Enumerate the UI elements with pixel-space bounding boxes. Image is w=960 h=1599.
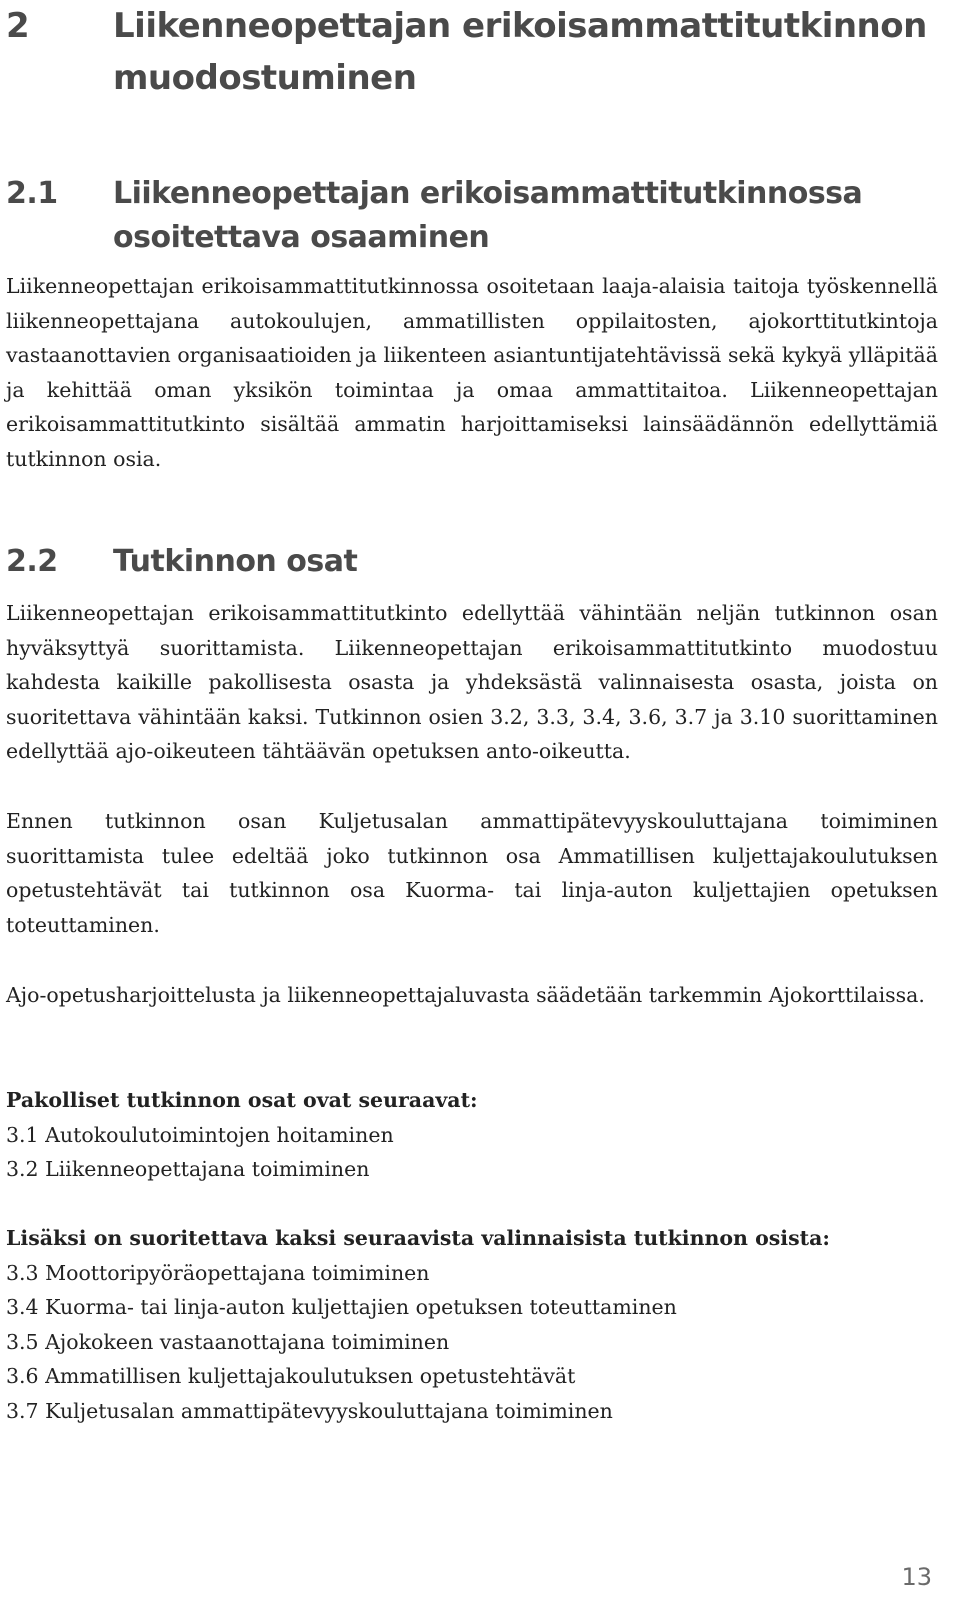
section-2-1-heading xyxy=(0,172,960,262)
optional-parts-title: Lisäksi on suoritettava kaksi seuraavista valinnaisista tutkinnon osista: xyxy=(6,1226,830,1250)
list-item: 3.6 Ammatillisen kuljettajakoulutuksen opetustehtävät xyxy=(6,1364,576,1388)
optional-parts-list xyxy=(6,1221,938,1428)
list-item: 3.2 Liikenneopettajana toimiminen xyxy=(6,1157,370,1181)
section-2-2-paragraph-2: Ennen tutkinnon osan Kuljetusalan ammattipätevyyskouluttajana toimiminen suorittamista tulee edeltää joko tutkinnon osa Ammatillisen kuljettajakoulutuksen opetustehtävät tai tutkinnon osa Kuorma- tai linja-auton kuljettajien opetuksen toteuttaminen. xyxy=(6,809,938,937)
list-item: 3.4 Kuorma- tai linja-auton kuljettajien opetuksen toteuttaminen xyxy=(6,1295,677,1319)
section-2-2-paragraph-1: Liikenneopettajan erikoisammattitutkinto edellyttää vähintään neljän tutkinnon osan hyväksyttyä suorittamista. Liikenneopettajan erikoisammattitutkinto muodostuu kahdesta kaikille pakollisesta osasta ja yhdeksästä valinnaisesta osasta, joista on suoritettava vähintään kaksi. Tutkinnon osien 3.2, 3.3, 3.4, 3.6, 3.7 ja 3.10 suorittaminen edellyttää ajo-oikeuteen tähtäävän opetuksen anto-oikeutta. xyxy=(6,601,938,763)
mandatory-parts-list xyxy=(6,1083,938,1187)
list-item: 3.1 Autokoulutoimintojen hoitaminen xyxy=(6,1122,394,1147)
list-item: 3.3 Moottoripyöräopettajana toimiminen xyxy=(6,1260,430,1285)
section-2-2-paragraph-3: Ajo-opetusharjoittelusta ja liikenneopettajaluvasta säädetään tarkemmin Ajokorttilaissa. xyxy=(6,983,925,1007)
mandatory-parts-title: Pakolliset tutkinnon osat ovat seuraavat: xyxy=(6,1088,478,1112)
chapter-heading xyxy=(0,0,960,110)
section-2-1-title: Liikenneopettajan erikoisammattitutkinnossa osoitettava osaaminen xyxy=(113,176,863,255)
chapter-title: Liikenneopettajan erikoisammattitutkinnon muodostuminen xyxy=(113,6,927,98)
page-number: 13 xyxy=(901,1563,932,1591)
list-item: 3.5 Ajokokeen vastaanottajana toimiminen xyxy=(6,1329,450,1354)
section-2-2-title: Tutkinnon osat xyxy=(113,544,358,579)
section-2-2-heading xyxy=(0,540,960,584)
section-2-1-paragraph: Liikenneopettajan erikoisammattitutkinnossa osoitetaan laaja-alaisia taitoja työskennellä liikenneopettajana autokoulujen, ammatillisten oppilaitosten, ajokorttitutkintoja vastaanottavien organisaatioiden ja liikenteen asiantuntijatehtävissä sekä kykyä ylläpitää ja kehittää oman yksikön toimintaa ja omaa ammattitaitoa. Liikenneopettajan erikoisammattitutkinto sisältää ammatin harjoittamiseksi lainsäädännön edellyttämiä tutkinnon osia. xyxy=(6,274,938,471)
list-item: 3.7 Kuljetusalan ammattipätevyyskouluttajana toimiminen xyxy=(6,1398,613,1423)
section-2-2-number: 2.2 xyxy=(6,544,58,579)
section-2-1-number: 2.1 xyxy=(6,176,58,211)
chapter-number: 2 xyxy=(6,6,30,46)
